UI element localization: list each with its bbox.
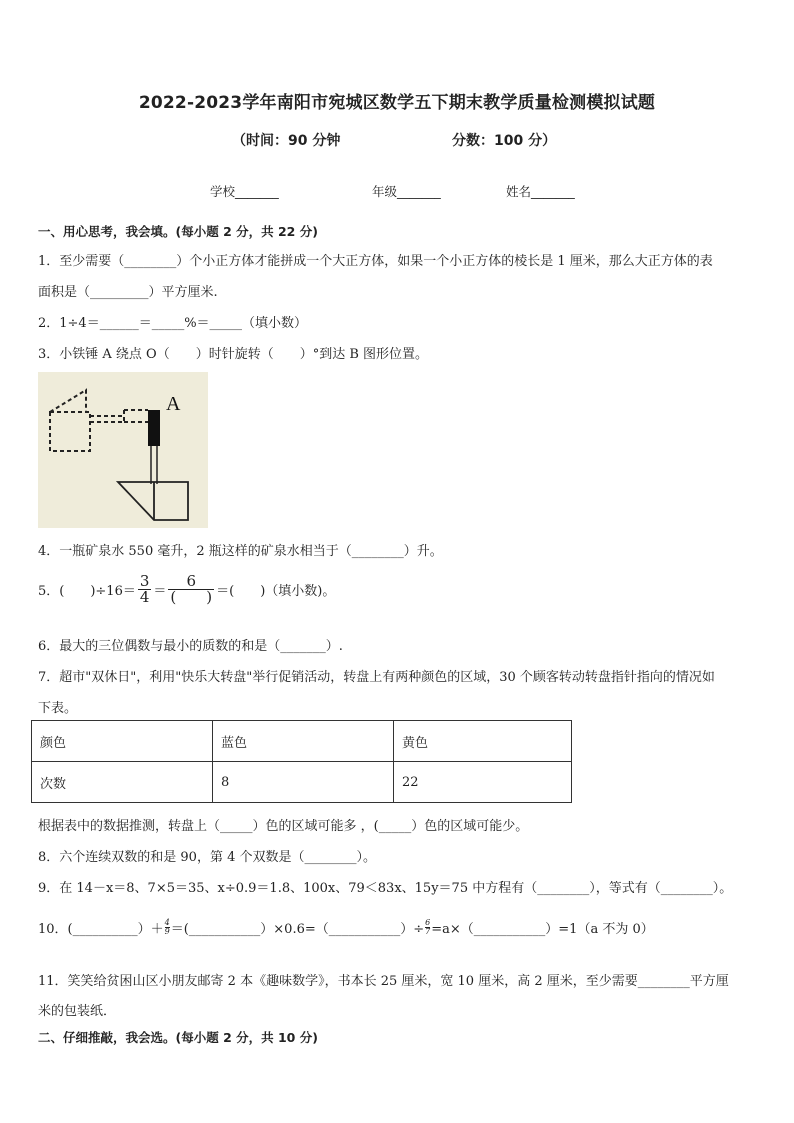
q10-fraction-2 bbox=[425, 919, 430, 936]
q10-part-c: =a×（___________）=1（a 不为 0） bbox=[431, 922, 654, 937]
q2: 2．1÷4＝______＝_____%＝_____（填小数） bbox=[38, 316, 308, 331]
q10-fraction-1 bbox=[165, 919, 170, 936]
q5-fraction-2-denominator: ( ) bbox=[170, 588, 213, 606]
color-count-table bbox=[31, 720, 572, 803]
school-field: 学校_______ bbox=[210, 184, 279, 199]
hammer-grip bbox=[148, 410, 160, 446]
page-title: 2022-2023学年南阳市宛城区数学五下期末教学质量检测模拟试题 bbox=[138, 93, 656, 113]
table-cell: 颜色 bbox=[32, 721, 213, 762]
q5-fraction-2 bbox=[168, 574, 214, 605]
q1-line1: 1．至少需要（________）个小正方体才能拼成一个大正方体，如果一个小正方体的棱长是 1 厘米，那么大正方体的表 bbox=[38, 254, 713, 269]
q5-fraction-1-numerator: 3 bbox=[139, 572, 150, 590]
q4: 4．一瓶矿泉水 550 毫升，2 瓶这样的矿泉水相当于（________）升。 bbox=[38, 544, 443, 559]
q7-line3: 根据表中的数据推测，转盘上（_____）色的区域可能多 ，(_____）色的区域可能少。 bbox=[38, 819, 529, 834]
dashed-hammer-head bbox=[50, 412, 90, 451]
q1-line2: 面积是（_________）平方厘米. bbox=[38, 285, 218, 300]
table-cell: 8 bbox=[213, 762, 394, 803]
q10-fraction-2-numerator: 6 bbox=[425, 918, 431, 927]
q6: 6．最大的三位偶数与最小的质数的和是（_______）. bbox=[38, 639, 343, 654]
exam-time: （时间：90 分钟 bbox=[232, 133, 341, 149]
q8: 8．六个连续双数的和是 90，第 4 个双数是（________）。 bbox=[38, 850, 376, 865]
q5-fraction-1-denominator: 4 bbox=[139, 588, 150, 606]
table-cell: 次数 bbox=[32, 762, 213, 803]
section1-heading: 一、用心思考，我会填。(每小题 2 分，共 22 分) bbox=[38, 224, 318, 239]
q11-line1: 11．笑笑给贫困山区小朋友邮寄 2 本《趣味数学》，书本长 25 厘米，宽 10 厘米，高 2 厘米，至少需要________平方厘 bbox=[38, 974, 729, 989]
name-field: 姓名_______ bbox=[506, 184, 575, 199]
q10-part-a: 10．(__________）＋ bbox=[38, 922, 164, 937]
q5-equals: ＝ bbox=[153, 584, 167, 599]
section2-heading: 二、仔细推敲，我会选。(每小题 2 分，共 10 分) bbox=[38, 1030, 318, 1045]
q10-fraction-1-numerator: 4 bbox=[164, 918, 170, 927]
q5-prefix: 5．( )÷16＝ bbox=[38, 584, 136, 599]
table-cell: 蓝色 bbox=[213, 721, 394, 762]
q7-line1: 7．超市"双休日"，利用"快乐大转盘"举行促销活动，转盘上有两种颜色的区域，30 个顾客转动转盘指针指向的情况如 bbox=[38, 670, 715, 685]
q5-suffix: ＝( )（填小数)。 bbox=[216, 584, 336, 599]
point-a-label: A bbox=[166, 393, 181, 415]
hammer-head-solid bbox=[118, 482, 188, 520]
q11-line2: 米的包装纸． bbox=[38, 1004, 117, 1019]
exam-score: 分数：100 分） bbox=[452, 133, 557, 149]
hammer-rotation-figure bbox=[38, 372, 208, 528]
q9: 9．在 14－x＝8、7×5＝35、x÷0.9＝1.8、100x、79＜83x、15y＝75 中方程有（________），等式有（________）。 bbox=[38, 881, 733, 896]
table-row bbox=[32, 762, 572, 803]
table-cell: 黄色 bbox=[394, 721, 572, 762]
q10-fraction-2-denominator: 7 bbox=[425, 927, 431, 936]
hammer-rotation-figure-svg bbox=[38, 372, 208, 528]
q3: 3．小铁锤 A 绕点 O（ ）时针旋转（ ）°到达 B 图形位置。 bbox=[38, 347, 429, 362]
q10-part-b: ＝(___________）×0.6=（___________）÷ bbox=[170, 922, 425, 937]
grade-field: 年级_______ bbox=[372, 184, 441, 199]
q5-fraction-2-numerator: 6 bbox=[186, 572, 197, 590]
q10-fraction-1-denominator: 9 bbox=[164, 927, 170, 936]
table-row bbox=[32, 721, 572, 762]
q10 bbox=[38, 918, 654, 937]
q7-line2: 下表。 bbox=[38, 701, 78, 716]
q5-fraction-1 bbox=[138, 574, 152, 605]
dashed-hammer-head-top bbox=[50, 390, 86, 412]
table-cell: 22 bbox=[394, 762, 572, 803]
q5 bbox=[38, 574, 335, 605]
